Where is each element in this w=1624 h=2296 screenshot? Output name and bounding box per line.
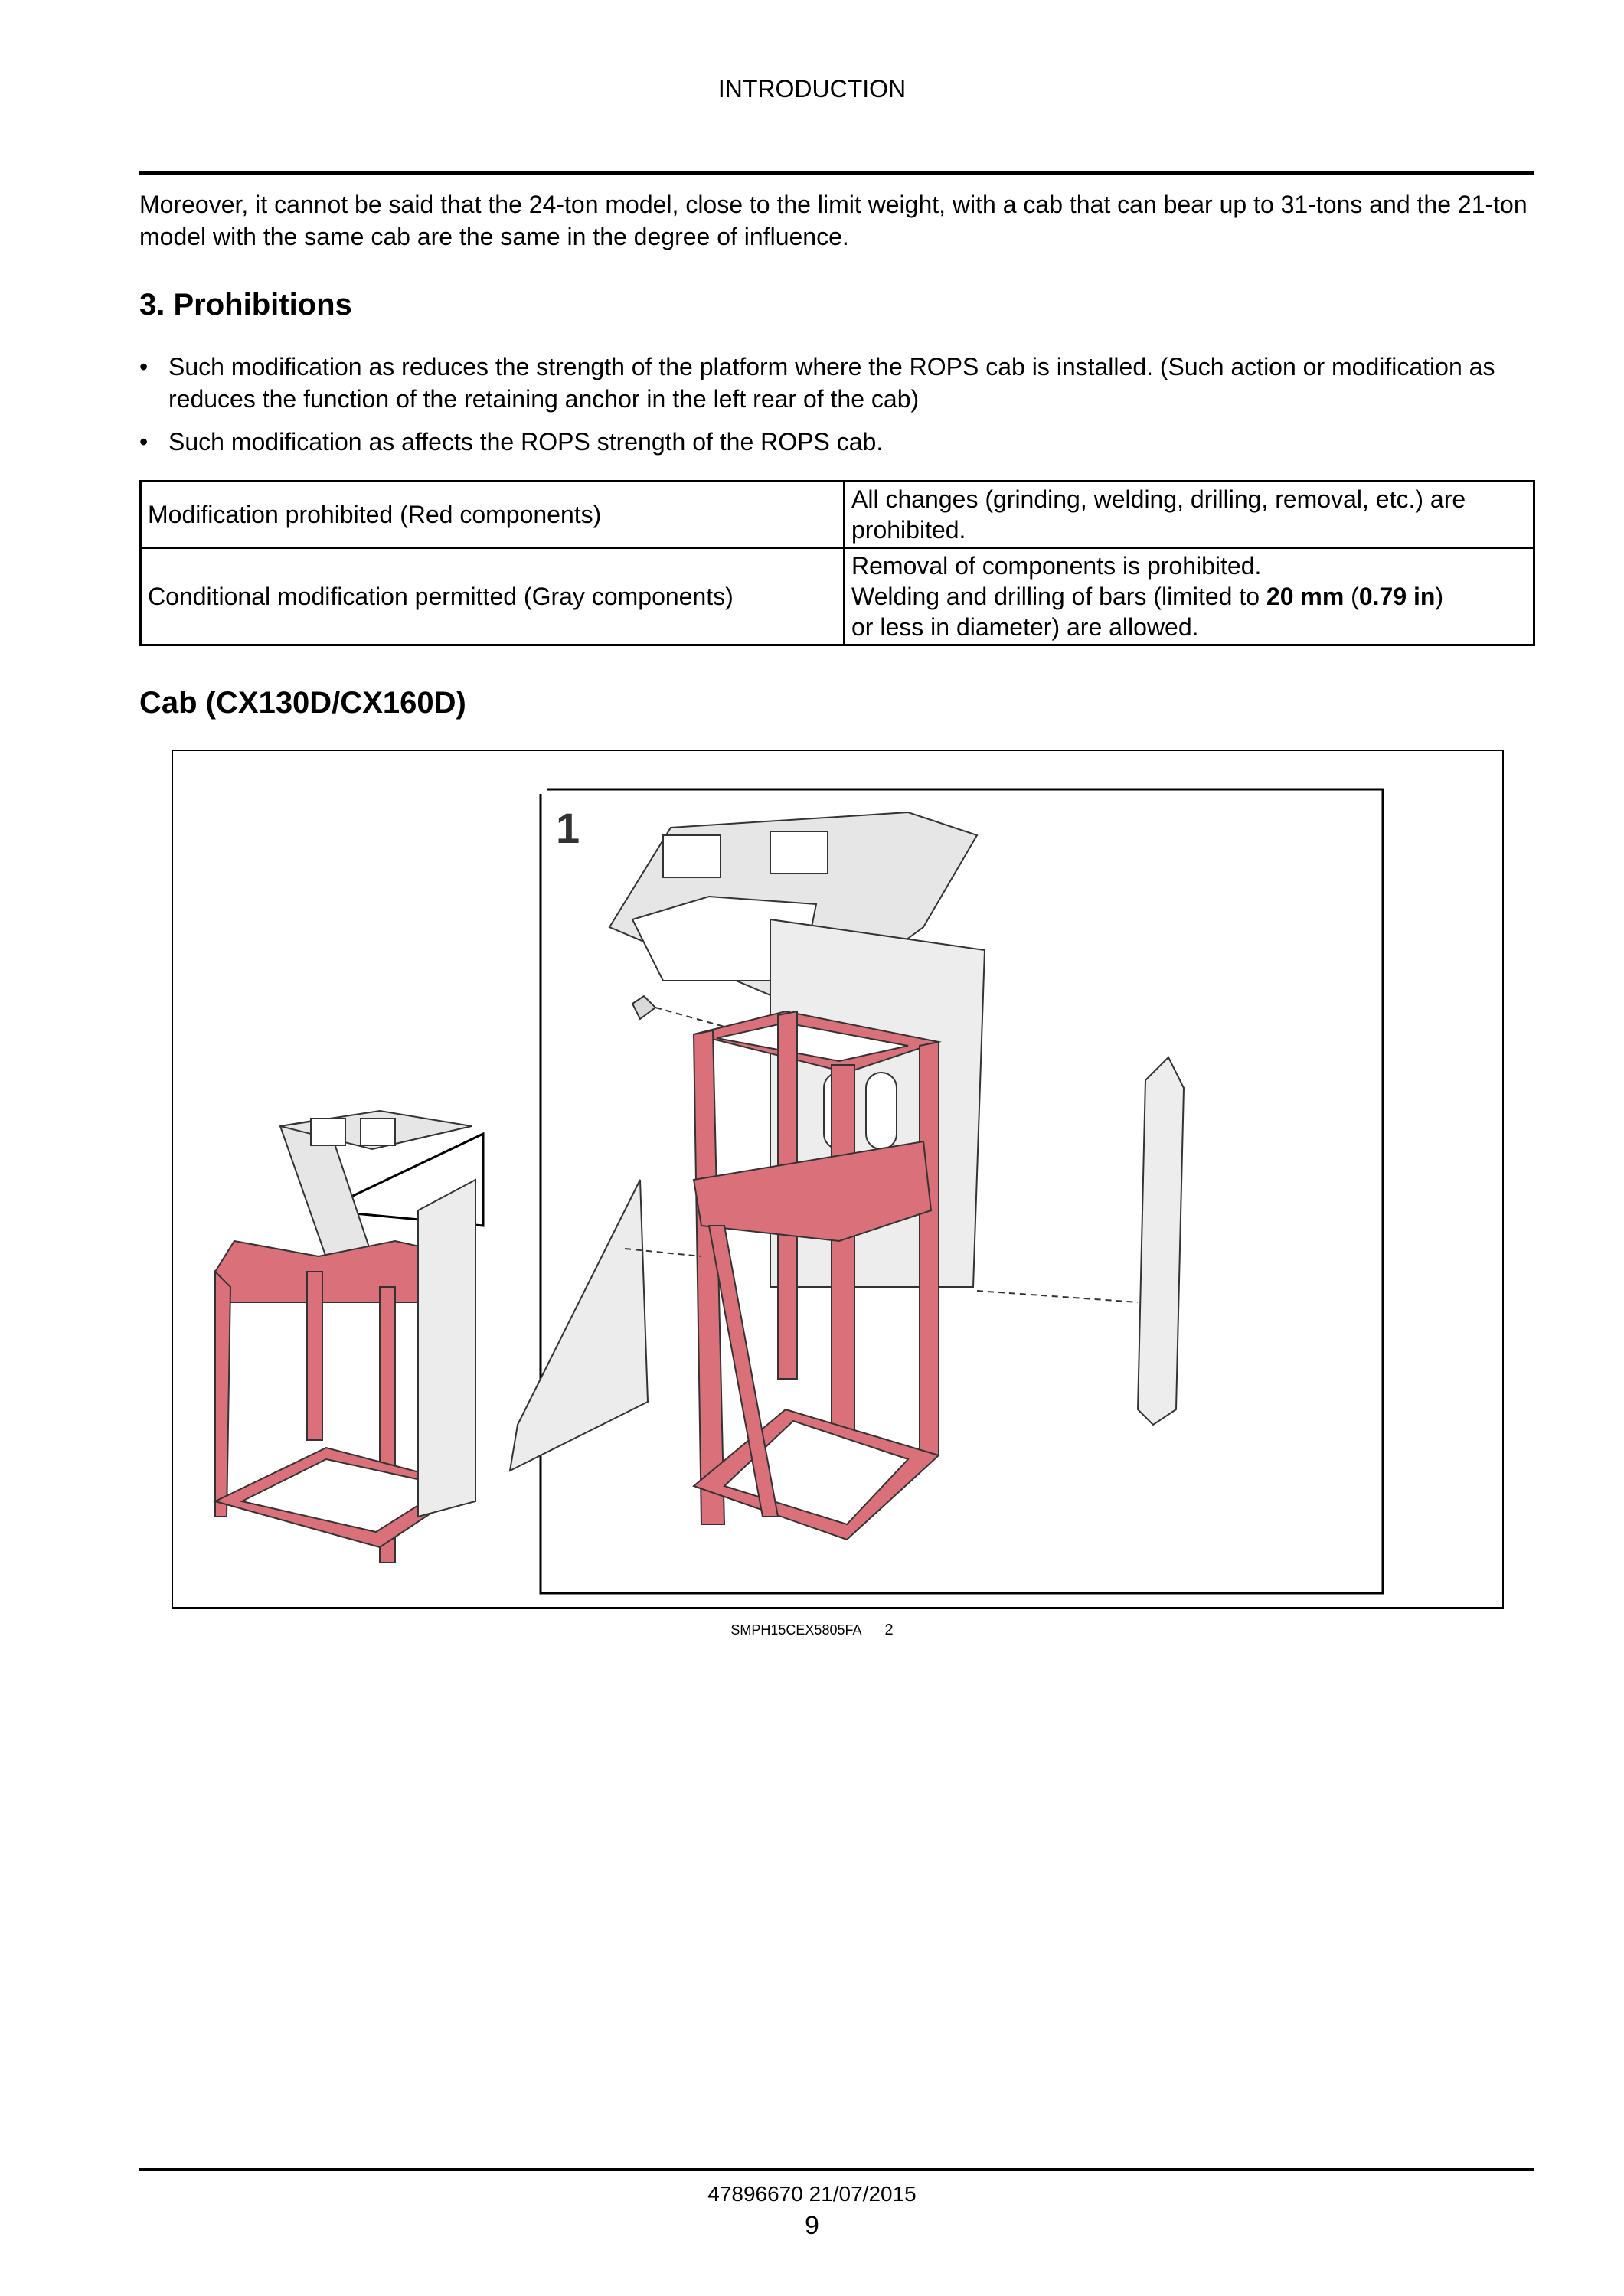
figure-number: 2	[884, 1622, 894, 1638]
frame-post	[920, 1042, 939, 1463]
small-cab-roof-window	[311, 1119, 345, 1145]
assembly-line	[655, 1008, 724, 1027]
assembly-line	[977, 1291, 1138, 1302]
figure-caption	[0, 1622, 1624, 1639]
small-cab-post	[215, 1272, 230, 1517]
table-cell: Conditional modification permitted (Gray components)	[141, 548, 845, 645]
table-cell-line: Welding and drilling of bars (limited to 20 mm (0.79 in)	[851, 583, 1444, 610]
cab-figure	[172, 750, 1504, 1609]
bold-value: 0.79 in	[1358, 583, 1436, 610]
page-number: 9	[805, 2211, 819, 2240]
table-cell-line: Removal of components is prohibited.	[851, 552, 1262, 580]
section-heading-prohibitions: 3. Prohibitions	[139, 288, 352, 322]
bullet-dot-icon: •	[139, 353, 149, 380]
rear-panel-slot	[866, 1073, 897, 1149]
large-cab	[510, 812, 1184, 1540]
roof-window	[663, 835, 721, 877]
roof-window	[770, 831, 828, 874]
intro-paragraph: Moreover, it cannot be said that the 24-ton model, close to the limit weight, with a cab that can bear up to 31-tons and the 21-ton model with the same cab are the same in the degree of influence.	[139, 191, 1528, 250]
small-cab-roof-window	[361, 1119, 395, 1145]
prohibitions-list	[139, 351, 1534, 469]
page-header-title: INTRODUCTION	[717, 75, 907, 103]
table-row	[141, 548, 1534, 645]
small-cab-door	[418, 1180, 475, 1517]
bold-value: 20 mm	[1266, 583, 1345, 610]
figure-code: SMPH15CEX5805FA	[730, 1622, 862, 1638]
table-cell-line: or less in diameter) are allowed.	[851, 613, 1199, 641]
cab-section-heading: Cab (CX130D/CX160D)	[139, 686, 466, 720]
left-side-panel	[510, 1180, 648, 1471]
cab-illustration	[173, 751, 1502, 1607]
footer-rule	[139, 2168, 1534, 2171]
list-item-text: Such modification as reduces the strength of the platform where the ROPS cab is installed. (Such action or modification as reduces the function of the retaining anchor in the left rear of the cab)	[168, 353, 1495, 413]
small-cab-post	[307, 1272, 322, 1440]
list-item-text: Such modification as affects the ROPS strength of the ROPS cab.	[168, 428, 884, 456]
footer-doc-code: 47896670 21/07/2015	[707, 2182, 917, 2206]
right-door	[1138, 1057, 1184, 1425]
bullet-dot-icon: •	[139, 428, 149, 456]
list-item	[139, 426, 1534, 458]
table-cell	[845, 548, 1534, 645]
list-item	[139, 351, 1534, 415]
modification-table	[139, 480, 1535, 646]
callout-number: 1	[556, 804, 580, 852]
table-cell: Modification prohibited (Red components)	[141, 482, 845, 548]
bracket	[632, 996, 655, 1019]
header-rule	[139, 171, 1534, 175]
table-cell: All changes (grinding, welding, drilling, removal, etc.) are prohibited.	[845, 482, 1534, 548]
table-row	[141, 482, 1534, 548]
